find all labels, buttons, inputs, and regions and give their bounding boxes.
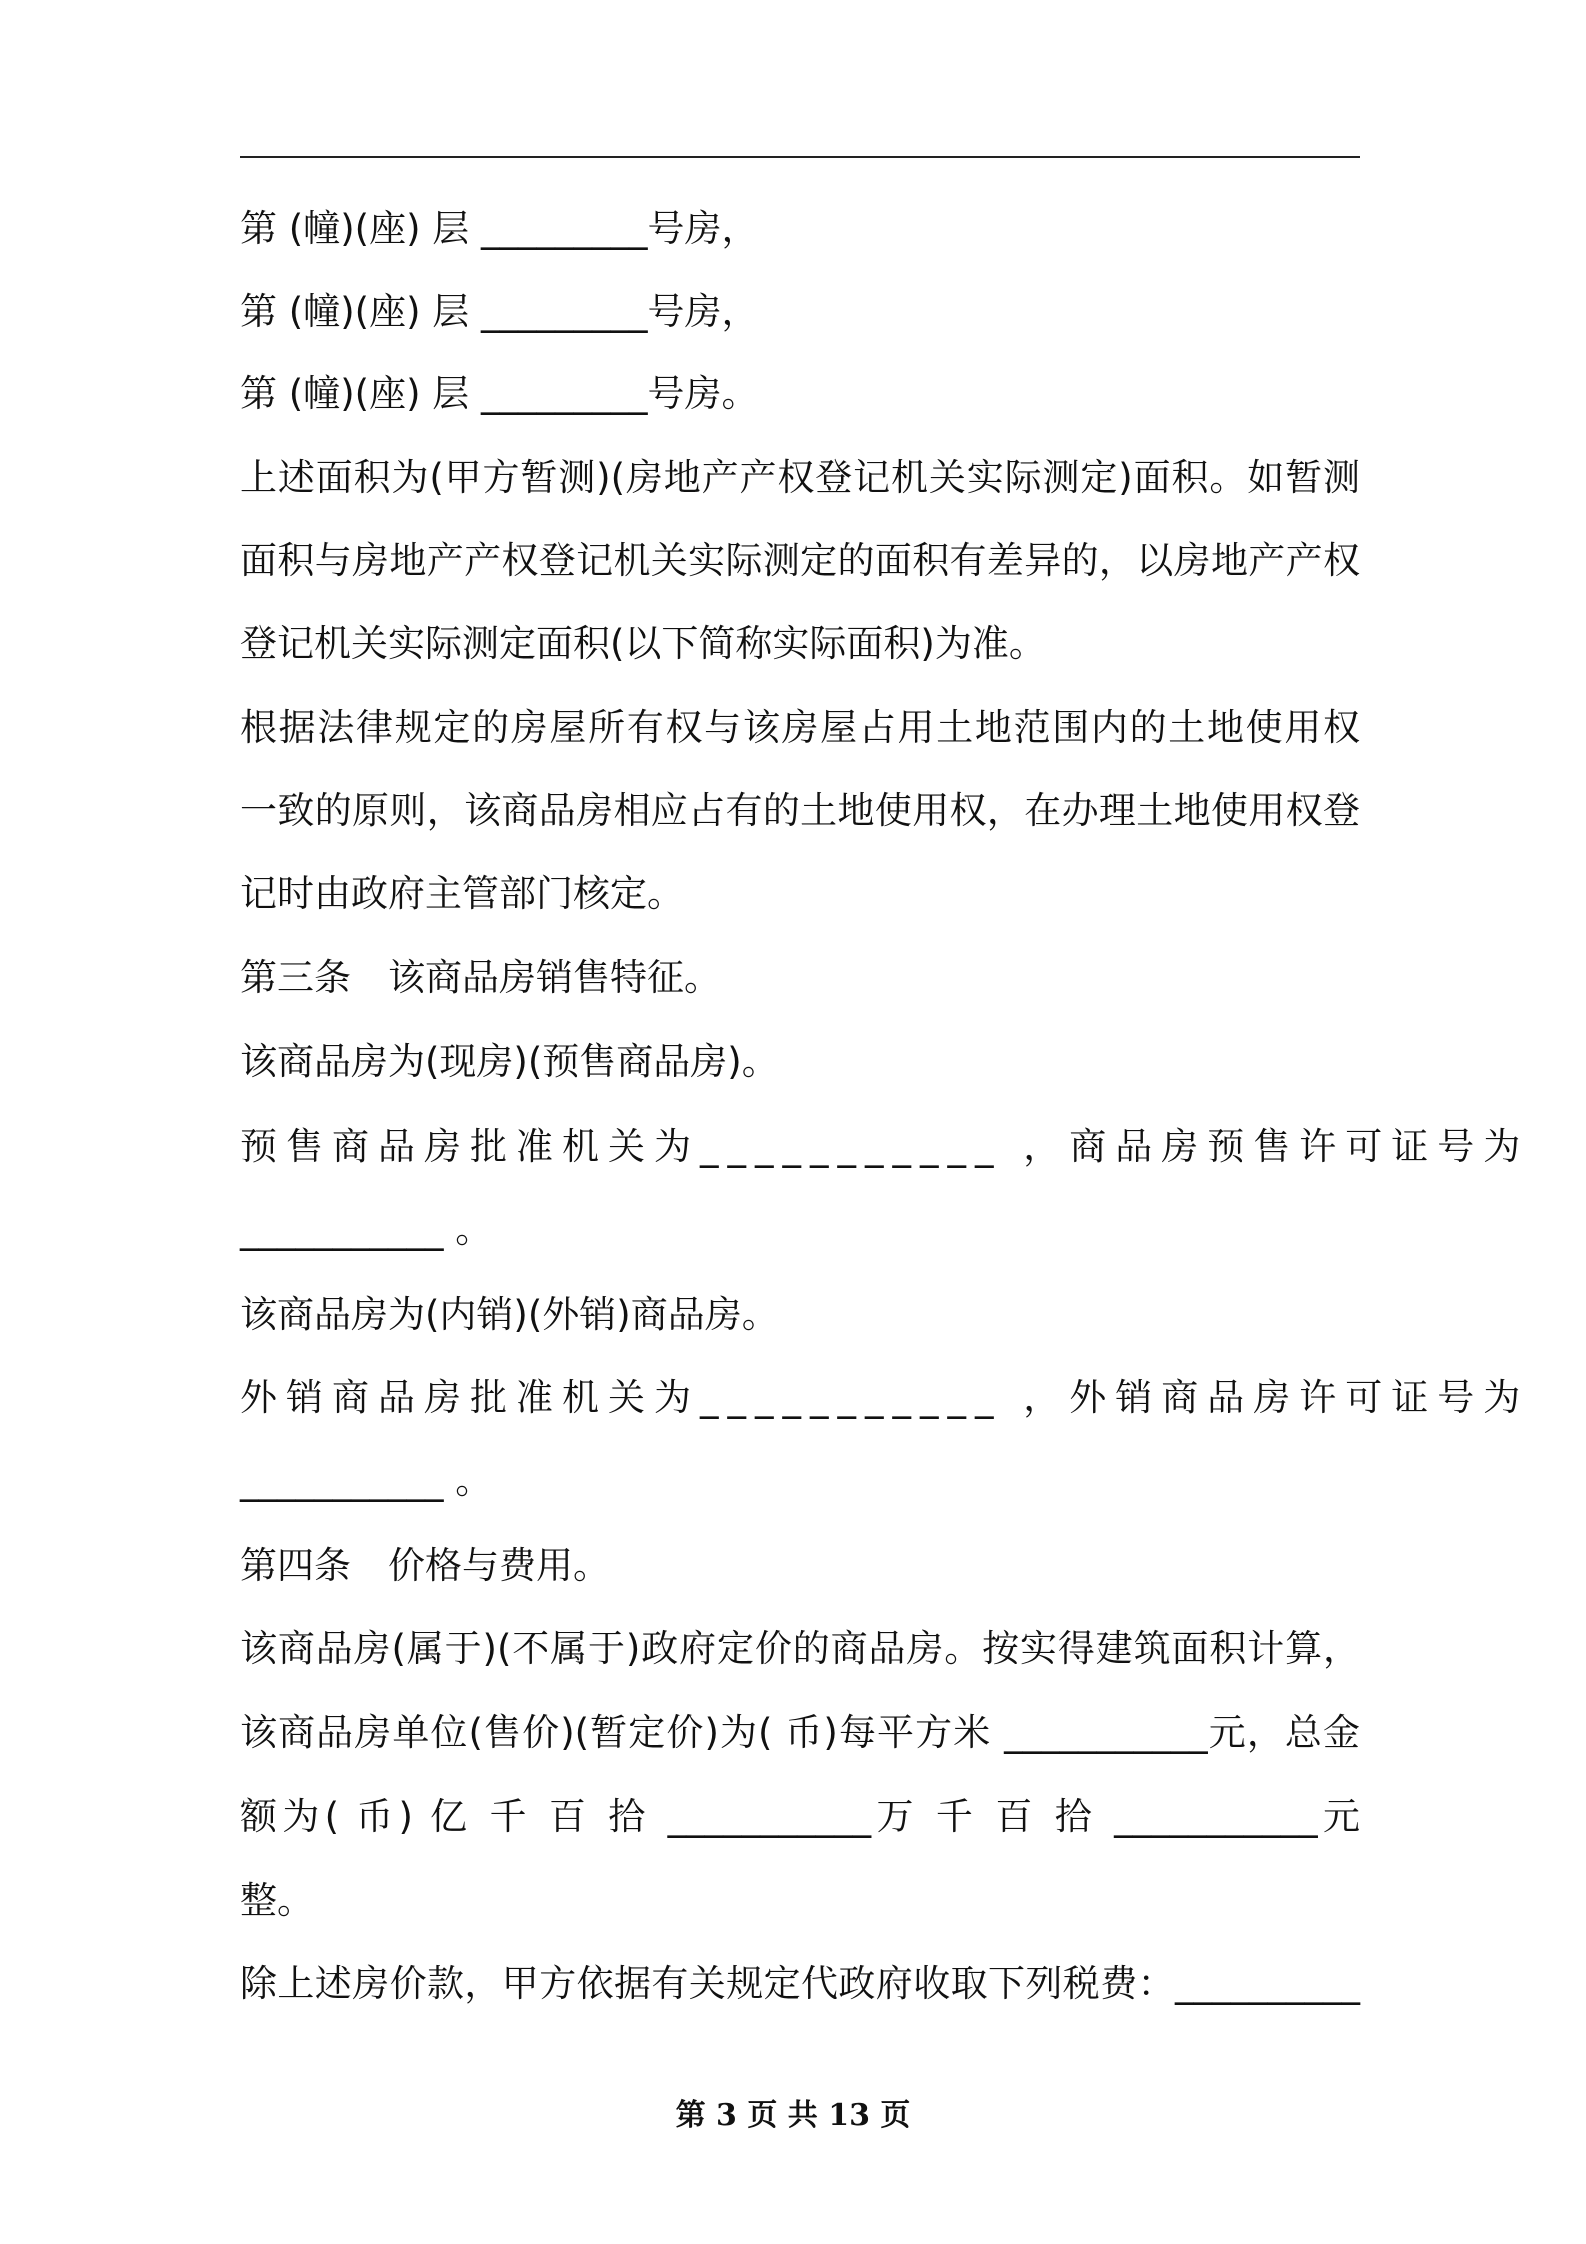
article-3-heading: 第三条 该商品房销售特征。 <box>240 956 721 999</box>
room-line-1: 第 (幢)(座) 层 _________号房， <box>240 207 759 250</box>
price-paragraph-line-2: 该商品房单位(售价)(暂定价)为( 币)每平方米 ___________元，总金 <box>240 1711 1360 1754</box>
export-permit-blank: ___________ 。 <box>240 1459 493 1502</box>
price-paragraph-line-4: 整。 <box>240 1879 314 1922</box>
export-authority-line: 外销商品房批准机关为___________ ，外销商品房许可证号为 <box>240 1376 1530 1419</box>
page-number-footer: 第 3 页 共 13 页 <box>675 2098 911 2133</box>
header-rule <box>240 156 1360 158</box>
area-paragraph-line-1: 上述面积为(甲方暂测)(房地产产权登记机关实际测定)面积。如暂测 <box>240 456 1360 499</box>
market-type-line: 该商品房为(内销)(外销)商品房。 <box>240 1293 779 1336</box>
room-line-2: 第 (幢)(座) 层 _________号房， <box>240 290 759 333</box>
land-paragraph-line-1: 根据法律规定的房屋所有权与该房屋占用土地范围内的土地使用权 <box>240 706 1360 749</box>
area-paragraph-line-3: 登记机关实际测定面积(以下简称实际面积)为准。 <box>240 622 1046 665</box>
land-paragraph-line-3: 记时由政府主管部门核定。 <box>240 872 684 915</box>
presale-permit-blank: ___________ 。 <box>240 1208 493 1251</box>
land-paragraph-line-2: 一致的原则，该商品房相应占有的土地使用权，在办理土地使用权登 <box>240 789 1360 832</box>
price-paragraph-line-3: 额为( 币) 亿 千 百 拾 ___________万 千 百 拾 ___________元 <box>240 1795 1360 1838</box>
price-paragraph-line-1: 该商品房(属于)(不属于)政府定价的商品房。按实得建筑面积计算， <box>240 1627 1360 1670</box>
presale-authority-line: 预售商品房批准机关为___________ ，商品房预售许可证号为 <box>240 1125 1530 1168</box>
area-paragraph-line-2: 面积与房地产产权登记机关实际测定的面积有差异的，以房地产产权 <box>240 539 1360 582</box>
room-line-3: 第 (幢)(座) 层 _________号房。 <box>240 372 759 415</box>
tax-fee-line: 除上述房价款，甲方依据有关规定代政府收取下列税费：__________ <box>240 1962 1360 2005</box>
sale-type-line: 该商品房为(现房)(预售商品房)。 <box>240 1040 779 1083</box>
article-4-heading: 第四条 价格与费用。 <box>240 1544 610 1587</box>
